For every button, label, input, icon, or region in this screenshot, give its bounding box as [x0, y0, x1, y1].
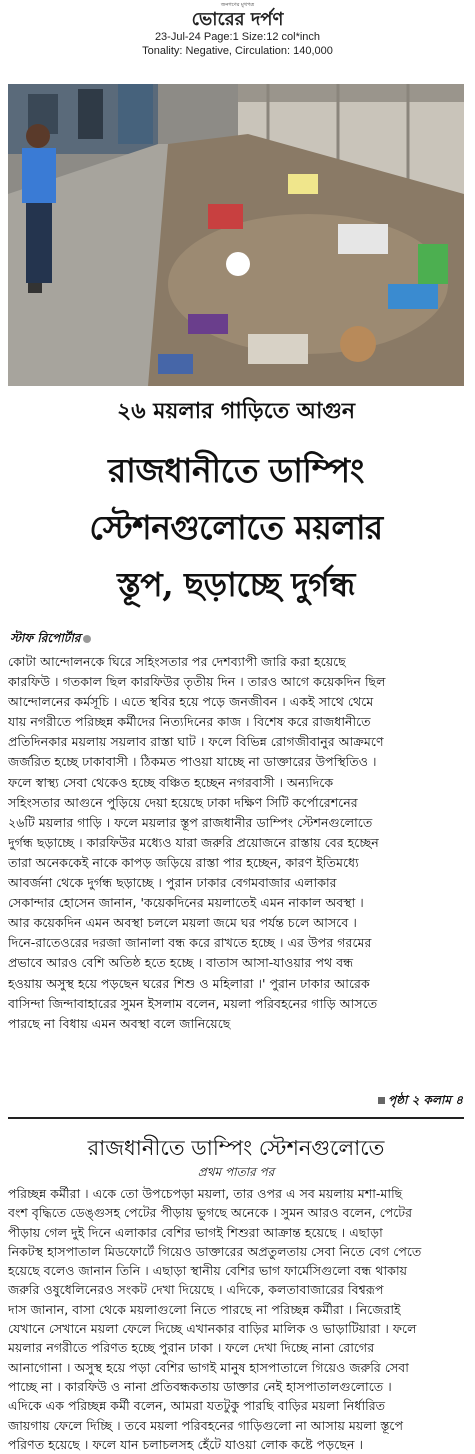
- section-divider: [8, 1117, 464, 1119]
- newspaper-masthead: ভোরের দর্পণ: [191, 9, 284, 30]
- continued-reference: [378, 1092, 463, 1112]
- body-line: জায়গায় ফেলে দিচ্ছি । তবে ময়লা পরিবহনের গাড়িগুলো না আসায় ময়লা স্তূপে: [8, 1417, 404, 1433]
- masthead-tagline: জনগণের মুখপত্র: [220, 2, 255, 8]
- body-line: কারফিউ । গতকাল ছিল কারফিউর তৃতীয় দিন । তারও আগে কয়েকদিন ছিল: [8, 674, 386, 690]
- body-line: আন্দোলনের কর্মসূচি । এতে স্থবির হয়ে পড়ে জনজীবন । একই সাথে থেমে: [8, 694, 374, 710]
- body-line: পারছে না বিধায় এমন অবস্থা বলে জানিয়েছে: [8, 1015, 231, 1031]
- body-line: দিনে-রাতেওরের দরজা জানালা বন্ধ করে রাখতে হচ্ছে । এর উপর গরমের: [8, 935, 372, 951]
- body-line: আর কয়েকদিন এমন অবস্থা চললে ময়লা জমে ঘর পর্যন্ত চলে আসবে ।: [8, 915, 357, 931]
- headline-line: স্টেশনগুলোতে ময়লার: [89, 508, 383, 547]
- body-line: সেকান্দার হোসেন জানান, 'কয়েকদিনের ময়লাতেই এমন নাকাল অবস্থা ।: [8, 895, 364, 911]
- masthead-area: [0, 0, 475, 70]
- body-line: যেখানে সেখানে ময়লা ফেলে দিচ্ছে এখানকার বাড়ির মালিক ও ভাড়াটিয়ারা । ফলে: [8, 1321, 417, 1337]
- body-line: পরিচ্ছন্ন কর্মীরা । একে তো উপচেপড়া ময়লা, তার ওপর এ সব ময়লায় মশা-মাছি: [8, 1186, 403, 1201]
- byline: [10, 630, 91, 650]
- byline-text: স্টাফ রিপোর্টার: [10, 631, 81, 645]
- continuation-body: [8, 1184, 464, 1454]
- body-line: ২৬টি ময়লার গাড়ি । ফলে ময়লার স্তূপ রাজধানীর ডাম্পিং স্টেশনগুলোতে: [8, 814, 373, 830]
- article-headline: [8, 442, 464, 613]
- body-line: আনাগোনা । অসুস্থ হয়ে পড়া বেশির ভাগই মানুষ হাসপাতালে গিয়েও জরুরি সেবা: [8, 1359, 409, 1375]
- body-line: জর্জরিত হচ্ছে ঢাকাবাসী । ঠিকমত পাওয়া যাচ্ছে না ডাক্তারের উপস্থিতিও ।: [8, 754, 377, 770]
- body-line: দাস জানান, বাসা থেকে ময়লাগুলো নিতে পারছে না পরিচ্ছন্ন কর্মীরা । নিজেরাই: [8, 1301, 401, 1317]
- body-line: দুর্গন্ধ ছড়াচ্ছে । কারফিউর মধ্যেও যারা জরুরি প্রয়োজনে রাস্তায় বের হচ্ছেন: [8, 834, 379, 850]
- body-line: কোটা আন্দোলনকে ঘিরে সহিংসতার পর দেশব্যাপী জারি করা হয়েছে: [8, 654, 346, 669]
- body-line: প্রতিদিনকার ময়লায় সয়লাব রাস্তা ঘাট । ফলে বিভিন্ন রোগজীবানুর আক্রমণে: [8, 734, 384, 750]
- body-line: বংশ বৃদ্ধিতে ডেঙ্গুসহ পেটের পীড়ায় ভুগছে অনেকে । সুমন আরও বলেন, পেটের: [8, 1205, 413, 1221]
- body-line: প্রভাবে আরও বেশি অতিষ্ঠ হতে হচ্ছে । বাতাস আসা-যাওয়ার পথ বন্ধ: [8, 955, 354, 971]
- body-line: বাসিন্দা জিন্দাবাহারের সুমন ইসলাম বলেন, ময়লা পরিবহনের গাড়ি আসতে: [8, 995, 378, 1011]
- body-line: পরিণত হয়েছে । ফলে যান চলাচলসহ হেঁটে যাওয়া লোক কষ্টে পড়ছেন ।: [8, 1436, 364, 1452]
- headline-line: স্তূপ, ছড়াচ্ছে দুর্গন্ধ: [117, 565, 355, 604]
- continued-text: পৃষ্ঠা ২ কলাম ৪: [387, 1093, 463, 1107]
- body-line: ময়লার নগরীতে পরিণত হচ্ছে পুরান ঢাকা । ফলে দেখা দিচ্ছে নানা রোগের: [8, 1340, 375, 1356]
- clipping-meta-date-size: 23-Jul-24 Page:1 Size:12 col*inch: [154, 31, 321, 43]
- clipping-meta-tonality: Tonality: Negative, Circulation: 140,000: [142, 45, 333, 57]
- body-line: পাচ্ছে না । কারফিউ ও নানা প্রতিবন্ধকতায় ডাক্তার নেই হাসপাতালগুলোতে ।: [8, 1378, 392, 1394]
- body-line: তারা অনেককেই নাকে কাপড় জড়িয়ে রাস্তা পার হচ্ছেন, কারণ ইতিমধ্যে: [8, 854, 359, 870]
- body-line: আবর্জনা থেকে দুর্গন্ধ ছড়াচ্ছে । পুরান ঢাকার বেগমবাজার এলাকার: [8, 875, 337, 891]
- continuation-headline: রাজধানীতে ডাম্পিং স্টেশনগুলোতে: [87, 1136, 385, 1160]
- body-line: নিকটস্থ হাসপাতাল মিডফোর্টে গিয়েও ডাক্তারের অপ্রতুলতায় সেবা নিতে বেগ পেতে: [8, 1243, 422, 1259]
- square-bullet-icon: [378, 1097, 385, 1104]
- body-line: জরুরি ওষুধেলিনেরও সংকট দেখা দিয়েছে । এদিকে, কলতাবাজারের বিশ্বরূপ: [8, 1282, 384, 1298]
- article-kicker: ২৬ ময়লার গাড়িতে আগুন: [116, 398, 356, 424]
- continuation-subline: প্রথম পাতার পর: [197, 1165, 275, 1179]
- body-line: ফলে স্বাস্থ্য সেবা থেকেও হচ্ছে বঞ্চিত হচ্ছেন নগরবাসী । অন্যদিকে: [8, 774, 334, 790]
- body-line: হওয়ায় অসুস্থ হয়ে পড়ছেন ঘরের শিশু ও মহিলারা ।' পুরান ঢাকার আরেক: [8, 975, 370, 991]
- headline-line: রাজধানীতে ডাম্পিং: [108, 451, 364, 490]
- body-line: যায় নগরীতে পরিচ্ছন্ন কর্মীদের নিত্যদিনের কাজ । বিশেষ করে রাজধানীতে: [8, 714, 371, 730]
- body-line: হয়েছে বলেও জানান তিনি । এছাড়া স্থানীয় বেশির ভাগ ফার্মেসিগুলো বন্ধ থাকায়: [8, 1263, 408, 1279]
- bullet-icon: [83, 635, 91, 643]
- news-photo-garbage-street: [8, 84, 464, 386]
- article-body: [8, 652, 464, 1034]
- body-line: এদিকে এক পরিচ্ছন্ন কর্মী বলেন, আমরা যতটুকু পারছি বাড়ির ময়লা নির্ধারিত: [8, 1398, 386, 1414]
- body-line: পীড়ায় গেল দুই দিনে এলাকার বেশির ভাগই শিশুরা আক্রান্ত হয়েছে । এছাড়া: [8, 1224, 383, 1240]
- body-line: সহিংসতার আগুনে পুড়িয়ে দেয়া হয়েছে ঢাকা দক্ষিণ সিটি কর্পোরেশনের: [8, 794, 358, 810]
